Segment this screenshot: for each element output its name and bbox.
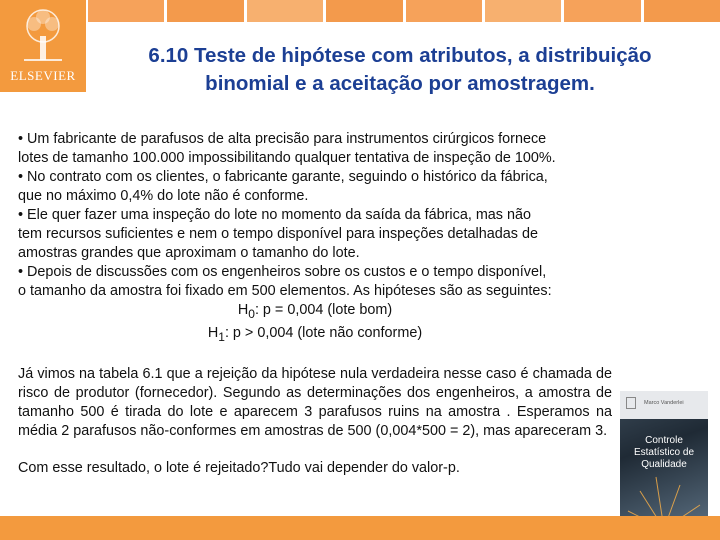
publisher-mark-icon (626, 397, 636, 409)
body-line: tem recursos suficientes e nem o tempo disponível para inspeções detalhadas de (18, 226, 538, 242)
logo-wordmark: ELSEVIER (10, 68, 76, 83)
cover-header (620, 391, 708, 419)
h0-text: : p = 0,004 (lote bom) (254, 302, 393, 318)
h1-symbol: H (207, 324, 219, 341)
title-line-2: binomial e a aceitação por amostragem. (205, 72, 595, 95)
body-line: amostras grandes que aproximam o tamanho do lote. (18, 245, 360, 261)
cover-title-line: Controle (645, 435, 683, 446)
body-line: que no máximo 0,4% do lote não é conforme. (18, 188, 309, 204)
body-line: • Depois de discussões com os engenheiros sobre os custos e o tempo disponível, (18, 264, 547, 280)
footer-decor-strip (0, 516, 720, 540)
cover-title-line: Qualidade (641, 459, 687, 470)
cover-author: Marco Vanderlei (644, 400, 684, 406)
slide-body (18, 130, 612, 478)
page-title (94, 42, 706, 98)
h0-subscript: 0 (248, 306, 255, 321)
hypothesis-h1 (18, 324, 612, 347)
hypothesis-h0 (18, 301, 612, 324)
h1-text: : p > 0,004 (lote não conforme) (224, 324, 423, 341)
header-decor-strip (88, 0, 720, 22)
body-line: lotes de tamanho 100.000 impossibilitando qualquer tentativa de inspeção de 100%. (18, 150, 556, 166)
title-line-1: 6.10 Teste de hipótese com atributos, a distribuição (148, 44, 652, 67)
cover-title (622, 435, 706, 471)
cover-title-line: Estatístico de (633, 447, 695, 458)
h0-symbol: H (237, 302, 249, 318)
book-cover-image (620, 391, 708, 529)
h1-subscript: 1 (218, 329, 225, 344)
body-line: • Ele quer fazer uma inspeção do lote no momento da saída da fábrica, mas não (18, 207, 532, 223)
paragraph-question: Com esse resultado, o lote é rejeitado?Tudo vai depender do valor-p. (18, 459, 460, 476)
elsevier-tree-icon (14, 6, 72, 62)
body-line: o tamanho da amostra foi fixado em 500 elementos. As hipóteses são as seguintes: (18, 283, 552, 299)
body-line: • No contrato com os clientes, o fabricante garante, seguindo o histórico da fábrica, (18, 169, 548, 185)
body-line: • Um fabricante de parafusos de alta precisão para instrumentos cirúrgicos fornece (18, 131, 547, 147)
paragraph-risk: Já vimos na tabela 6.1 que a rejeição da hipótese nula verdadeira nesse caso é chamada de risco de produtor (fornecedor). Segundo as determinações dos engenheiros, a amostra de tamanho 500 é tirada do lote e aparecem 3 parafusos ruins na amostra . Esperamos na média 2 parafusos não-conformes em amostras de 500 (0,004*500 = 2), mas apareceram 3. (18, 365, 612, 439)
elsevier-logo (0, 0, 86, 92)
